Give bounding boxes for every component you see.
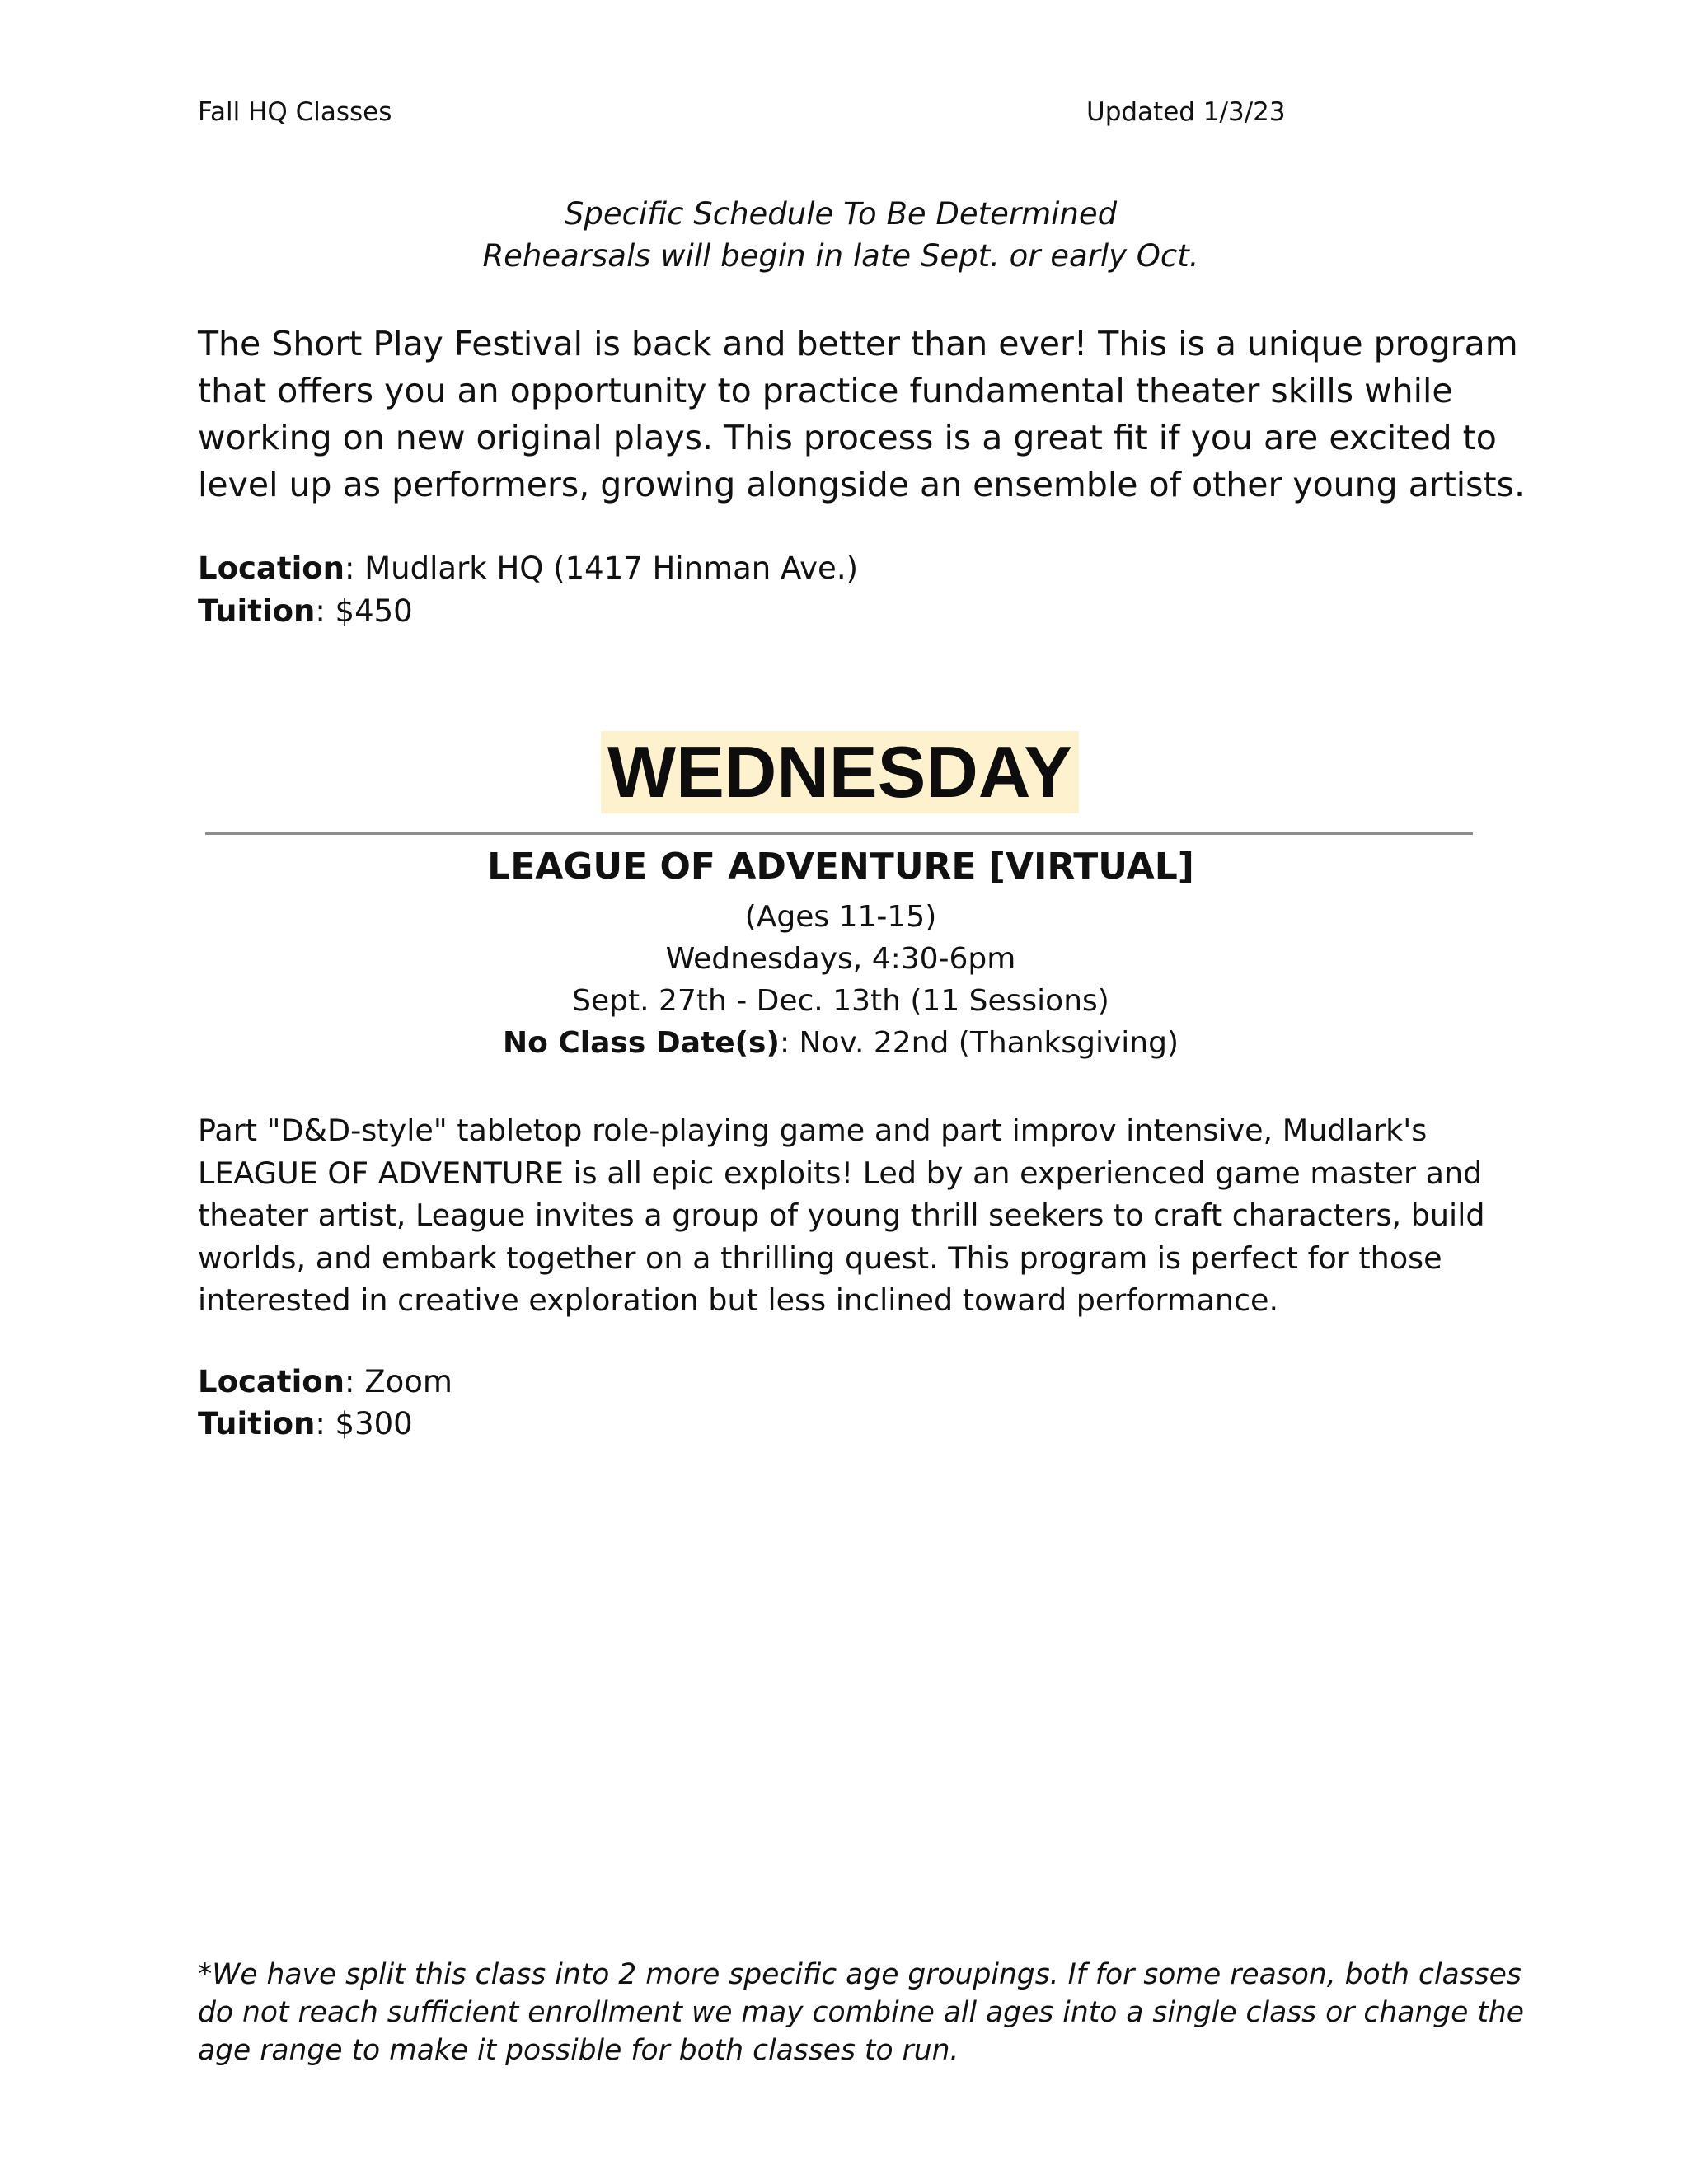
festival-tuition-value: : $450 [315,593,413,629]
header-updated-date: Updated 1/3/23 [1086,97,1286,127]
festival-location-label: Location [198,551,345,586]
league-tuition-label: Tuition [198,1406,316,1441]
league-location [198,1364,452,1399]
section-divider [205,832,1473,835]
festival-tuition [198,593,413,629]
day-heading-wednesday: WEDNESDAY [601,731,1079,813]
festival-location-value: : Mudlark HQ (1417 Hinman Ave.) [345,551,859,586]
class-schedule: Wednesdays, 4:30-6pm [665,942,1016,976]
league-description: Part "D&D-style" tabletop role-playing game and part improv intensive, Mudlark's LEAGUE OF ADVENTURE is all epic exploits! Led by an experienced game master and theater artist, League invites a group of young thrill seekers to craft characters, build worlds, and embark together on a thrilling quest. This program is perfect for those interested in creative exploration but less inclined toward performance. [198,1113,1485,1318]
league-tuition [198,1406,413,1441]
league-tuition-value: : $300 [315,1406,413,1441]
footnote: *We have split this class into 2 more specific age groupings. If for some reason, both classes do not reach sufficient enrollment we may combine all ages into a single class or change the age range to make it possible for both classes to run. [198,1958,1524,2067]
short-play-festival-description: The Short Play Festival is back and better than ever! This is a unique program that offers you an opportunity to practice fundamental theater skills while working on new original plays. This process is a great fit if you are excited to level up as performers, growing alongside an ensemble of other young artists. [198,324,1525,504]
festival-tuition-label: Tuition [198,593,316,629]
no-class-value: : Nov. 22nd (Thanksgiving) [779,1026,1179,1060]
rehearsal-note: Rehearsals will begin in late Sept. or early Oct. [482,238,1199,274]
class-title: LEAGUE OF ADVENTURE [VIRTUAL] [487,846,1194,888]
no-class-dates [0,1026,1681,1060]
header-left-text: Fall HQ Classes [198,97,392,127]
class-ages: (Ages 11-15) [744,900,937,934]
no-class-label: No Class Date(s) [502,1026,780,1060]
league-location-value: : Zoom [345,1364,452,1399]
league-location-label: Location [198,1364,345,1399]
festival-location [198,551,858,586]
schedule-note: Specific Schedule To Be Determined [564,196,1118,232]
class-dates: Sept. 27th - Dec. 13th (11 Sessions) [572,984,1109,1018]
